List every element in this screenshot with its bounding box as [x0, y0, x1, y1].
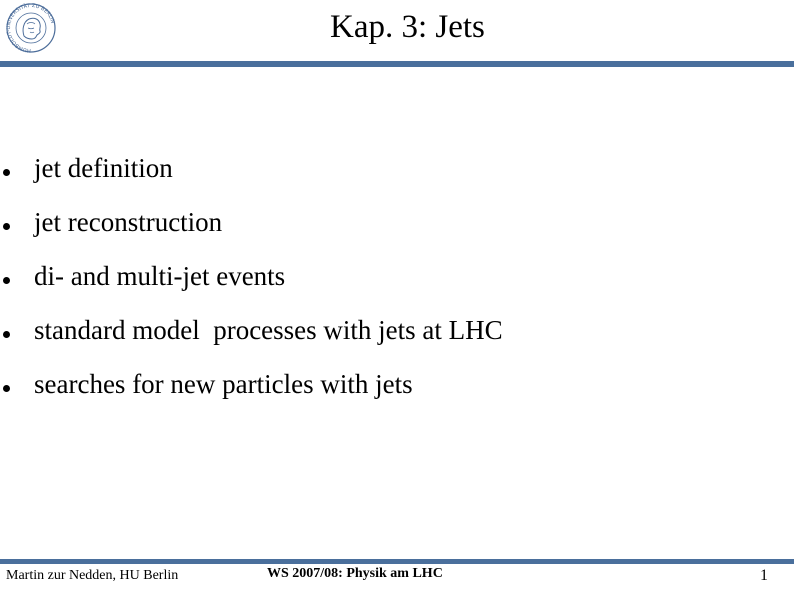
footer-divider	[0, 559, 794, 564]
footer-course: WS 2007/08: Physik am LHC	[267, 566, 443, 581]
bullet-dot-icon	[3, 169, 10, 176]
bullet-text: jet reconstruction	[34, 207, 223, 237]
bullet-dot-icon	[3, 277, 10, 284]
bullet-text: standard model processes with jets at LHC	[34, 315, 503, 345]
svg-text:HUMBOLDT-UNIVERSITÄT ZU BERLIN: HUMBOLDT-UNIVERSITÄT ZU BERLIN	[5, 2, 56, 54]
bullet-dot-icon	[3, 385, 10, 392]
bullet-text: searches for new particles with jets	[34, 369, 413, 399]
bullet-dot-icon	[3, 223, 10, 230]
bullet-dot-icon	[3, 331, 10, 338]
header-divider	[0, 61, 794, 67]
page-number: 1	[760, 567, 768, 584]
footer-author: Martin zur Nedden, HU Berlin	[6, 568, 179, 583]
slide-title: Kap. 3: Jets	[330, 9, 485, 45]
university-seal-logo	[2, 2, 60, 56]
bullet-text: di- and multi-jet events	[34, 261, 286, 291]
bullet-text: jet definition	[34, 153, 173, 183]
